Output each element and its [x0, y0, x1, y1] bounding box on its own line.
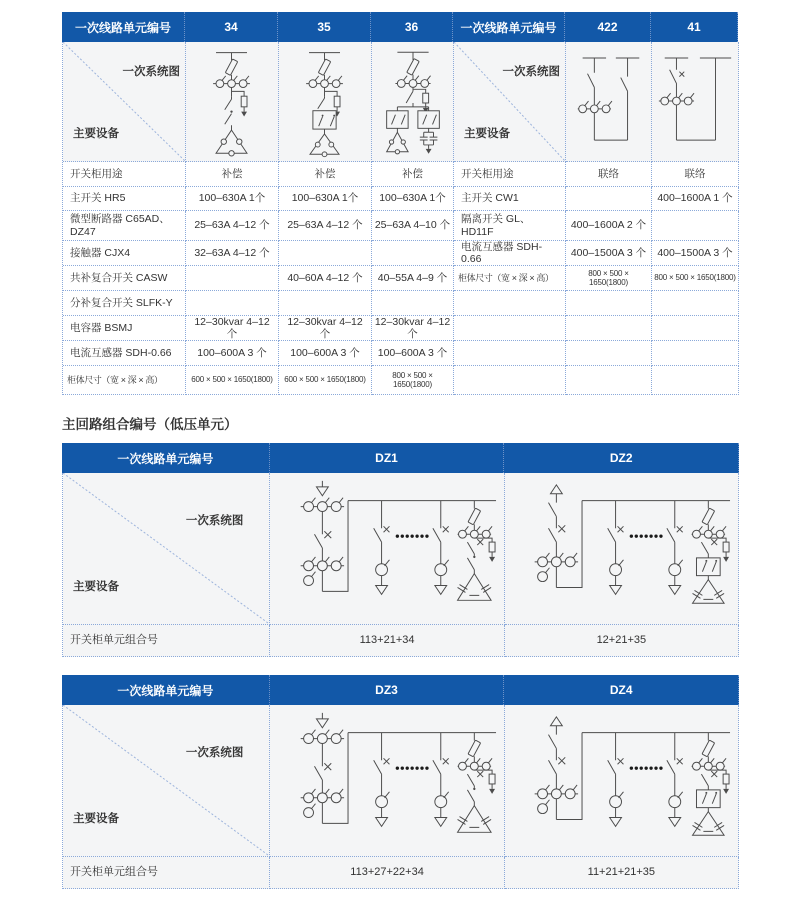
header-dz2: DZ2 [504, 443, 739, 473]
table-row [63, 341, 739, 366]
cell-value: 800 × 500 × 1650(1800) [652, 266, 739, 291]
cell-value: 100–600A 3 个 [279, 341, 372, 366]
cell-value: 600 × 500 × 1650(1800) [186, 366, 279, 395]
main-equipment-label: 主要设备 [73, 127, 119, 140]
row-label: 开关柜用途 [454, 162, 566, 187]
cell-value [566, 341, 652, 366]
system-diagram-label: 一次系统图 [122, 66, 180, 78]
main-equipment-label: 主要设备 [73, 580, 119, 593]
cell-value [652, 291, 739, 316]
top-table-header-row [62, 12, 739, 42]
cell-value [279, 291, 372, 316]
combo-table-dz3-dz4 [62, 675, 739, 889]
combo-code-dz1: 113+21+34 [270, 625, 504, 657]
circuit-diagram-unit-41 [652, 42, 739, 162]
diagram-label-cell-left [63, 42, 186, 162]
cell-value: 400–1600A 2 个 [566, 211, 652, 241]
system-diagram-label: 一次系统图 [185, 515, 244, 527]
header-unit-number-right: 一次线路单元编号 [453, 12, 565, 42]
cell-value: 12–30kvar 4–12 个 [279, 316, 372, 341]
row-label: 柜体尺寸（宽 × 深 × 高） [454, 266, 566, 291]
table-row [63, 366, 739, 395]
row-label: 开关柜单元组合号 [63, 857, 270, 889]
header-unit-41: 41 [651, 12, 738, 42]
header-unit-34: 34 [185, 12, 278, 42]
header-dz4: DZ4 [504, 675, 739, 705]
table-row [63, 187, 739, 211]
cell-value: 补偿 [186, 162, 279, 187]
cell-value: 25–63A 4–12 个 [186, 211, 279, 241]
cell-value [279, 241, 372, 266]
cell-value [652, 211, 739, 241]
diagonal-divider-line [63, 705, 269, 856]
row-label: 主开关 HR5 [63, 187, 186, 211]
row-label [454, 366, 566, 395]
row-label: 分补复合开关 SLFK-Y [63, 291, 186, 316]
cell-value: 联络 [566, 162, 652, 187]
cell-value: 100–600A 3 个 [186, 341, 279, 366]
cell-value: 400–1500A 3 个 [566, 241, 652, 266]
cell-value: 400–1600A 1 个 [652, 187, 739, 211]
combo-table-dz1-dz2 [62, 443, 739, 657]
header-unit-422: 422 [565, 12, 651, 42]
cell-value: 25–63A 4–10 个 [372, 211, 454, 241]
circuit-diagram-unit-422 [566, 42, 652, 162]
diagonal-divider-line [63, 473, 269, 624]
row-label: 开关柜用途 [63, 162, 186, 187]
cell-value [186, 266, 279, 291]
cell-value [566, 291, 652, 316]
cell-value: 补偿 [372, 162, 454, 187]
cell-value: 12–30kvar 4–12 个 [186, 316, 279, 341]
row-label [454, 316, 566, 341]
cell-value: 800 × 500 × 1650(1800) [372, 366, 454, 395]
cell-value [372, 291, 454, 316]
row-label: 接触器 CJX4 [63, 241, 186, 266]
row-label: 微型断路器 C65AD、DZ47 [63, 211, 186, 241]
cell-value: 100–630A 1个 [279, 187, 372, 211]
cell-value: 40–55A 4–9 个 [372, 266, 454, 291]
row-label: 电流互感器 SDH-0.66 [454, 241, 566, 266]
table-row [63, 241, 739, 266]
cell-value: 32–63A 4–12 个 [186, 241, 279, 266]
diagram-row [63, 42, 739, 162]
row-label: 电流互感器 SDH-0.66 [63, 341, 186, 366]
cell-value: 800 × 500 × 1650(1800) [566, 266, 652, 291]
main-equipment-label: 主要设备 [464, 127, 510, 140]
section-title: 主回路组合编号（低压单元） [62, 417, 238, 432]
table-row [63, 266, 739, 291]
diagonal-divider-line [63, 42, 185, 161]
top-spec-table [62, 12, 739, 395]
diagram-label-cell [63, 705, 270, 857]
header-unit-number: 一次线路单元编号 [62, 675, 270, 705]
header-unit-number: 一次线路单元编号 [62, 443, 270, 473]
table-row [63, 316, 739, 341]
diagram-label-cell [63, 473, 270, 625]
combo-header-row [62, 675, 739, 705]
row-label [454, 291, 566, 316]
header-dz3: DZ3 [270, 675, 505, 705]
table-row [63, 211, 739, 241]
system-diagram-label: 一次系统图 [185, 747, 244, 759]
header-unit-36: 36 [371, 12, 453, 42]
cell-value: 600 × 500 × 1650(1800) [279, 366, 372, 395]
row-label: 主开关 CW1 [454, 187, 566, 211]
combo-code-dz3: 113+27+22+34 [270, 857, 504, 889]
table-row [63, 162, 739, 187]
cell-value [372, 241, 454, 266]
cell-value [566, 187, 652, 211]
header-unit-number-left: 一次线路单元编号 [62, 12, 185, 42]
cell-value [186, 291, 279, 316]
combo-code-dz2: 12+21+35 [505, 625, 739, 657]
combo-footer-row [63, 857, 739, 889]
row-label [454, 341, 566, 366]
cell-value [566, 316, 652, 341]
row-label: 开关柜单元组合号 [63, 625, 270, 657]
combo-footer-row [63, 625, 739, 657]
circuit-diagram-dz3 [270, 705, 504, 857]
combo-code-dz4: 11+21+21+35 [505, 857, 739, 889]
cell-value [652, 341, 739, 366]
cell-value: 补偿 [279, 162, 372, 187]
system-diagram-label: 一次系统图 [502, 66, 560, 78]
header-unit-35: 35 [278, 12, 371, 42]
diagram-row [63, 705, 739, 857]
cell-value [652, 316, 739, 341]
cell-value [652, 366, 739, 395]
circuit-diagram-unit-36 [372, 42, 454, 162]
circuit-diagram-unit-34 [186, 42, 279, 162]
cell-value: 联络 [652, 162, 739, 187]
cell-value: 100–630A 1个 [372, 187, 454, 211]
row-label: 电容器 BSMJ [63, 316, 186, 341]
cell-value: 25–63A 4–12 个 [279, 211, 372, 241]
header-dz1: DZ1 [270, 443, 505, 473]
diagram-label-cell-right [454, 42, 566, 162]
row-label: 共补复合开关 CASW [63, 266, 186, 291]
circuit-diagram-dz2 [505, 473, 739, 625]
cell-value: 12–30kvar 4–12 个 [372, 316, 454, 341]
main-equipment-label: 主要设备 [73, 812, 119, 825]
table-row [63, 291, 739, 316]
cell-value: 100–600A 3 个 [372, 341, 454, 366]
circuit-diagram-unit-35 [279, 42, 372, 162]
cell-value [566, 366, 652, 395]
diagram-row [63, 473, 739, 625]
row-label: 柜体尺寸（宽 × 深 × 高） [63, 366, 186, 395]
cell-value: 400–1500A 3 个 [652, 241, 739, 266]
diagonal-divider-line [454, 42, 565, 161]
cell-value: 40–60A 4–12 个 [279, 266, 372, 291]
combo-header-row [62, 443, 739, 473]
cell-value: 100–630A 1个 [186, 187, 279, 211]
circuit-diagram-dz1 [270, 473, 504, 625]
row-label: 隔离开关 GL、HD11F [454, 211, 566, 241]
circuit-diagram-dz4 [505, 705, 739, 857]
